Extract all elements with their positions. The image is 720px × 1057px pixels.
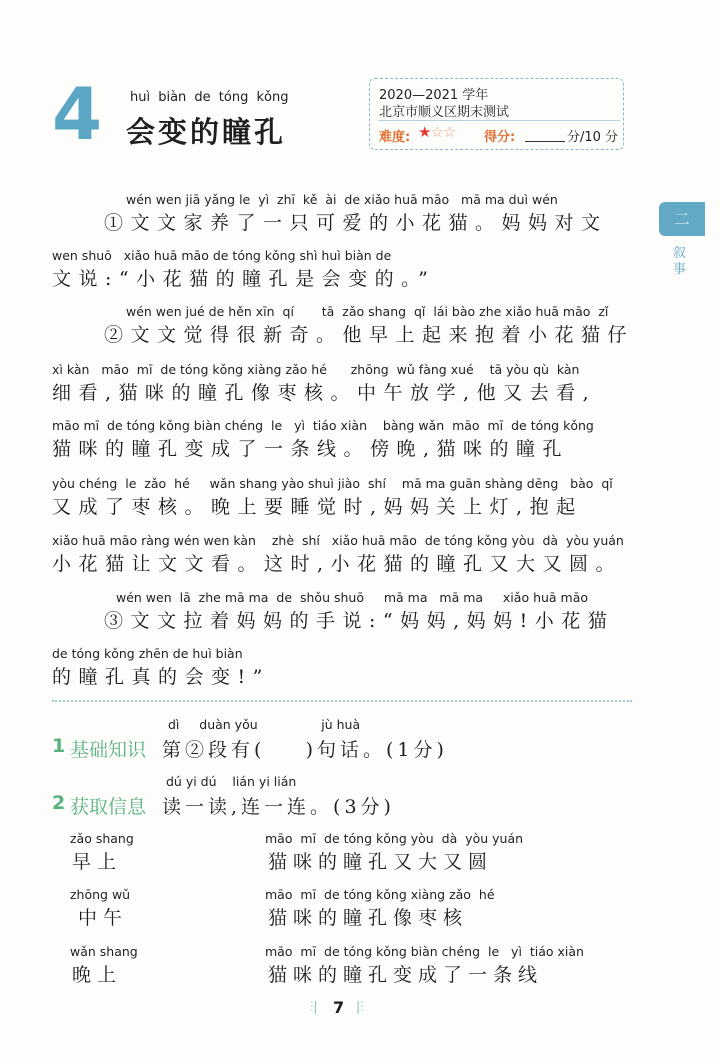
match-right-pinyin: māo mī de tóng kǒng biàn chéng le yì tiáo xiàn xyxy=(265,944,584,959)
match-left-item[interactable]: 晚上 xyxy=(72,964,123,986)
pinyin-line: yòu chéng le zǎo hé wǎn shang yào shuì jiào shí mā ma guān shàng dēng bào qǐ xyxy=(52,476,613,491)
page-ornament-left-icon: ⫶| xyxy=(310,1000,318,1015)
info-divider xyxy=(378,120,620,121)
passage-line: 又成了枣核。晚上要睡觉时,妈妈关上灯,抱起 xyxy=(52,496,583,518)
passage-line: 文说:“小花猫的瞳孔是会变的。” xyxy=(52,268,436,290)
score-label: 得分: xyxy=(484,130,516,145)
unit-label: 叙事 xyxy=(673,246,687,277)
title-pinyin: huì biàn de tóng kǒng xyxy=(130,90,289,105)
question-pinyin: dì duàn yǒu jù huà xyxy=(168,717,361,732)
page-ornament-right-icon: |⫶ xyxy=(356,1000,364,1015)
match-left-pinyin: zǎo shang xyxy=(70,831,134,846)
match-left-item[interactable]: 早上 xyxy=(72,851,123,873)
lesson-number: 4 xyxy=(52,72,103,156)
difficulty-stars xyxy=(418,123,455,141)
question-text: 读一读,连一连。(3分) xyxy=(162,796,395,818)
passage-line: 细看,猫咪的瞳孔像枣核。中午放学,他又去看, xyxy=(52,382,597,404)
passage-line: 小花猫让文文看。这时,小花猫的瞳孔又大又圆。 xyxy=(52,553,623,575)
passage-line: 猫咪的瞳孔变成了一条线。傍晚,猫咪的瞳孔 xyxy=(52,438,570,460)
passage-line: ③文文拉着妈妈的手说:“妈妈,妈妈!小花猫 xyxy=(104,610,615,632)
pinyin-line: de tóng kǒng zhēn de huì biàn xyxy=(52,646,243,661)
star-empty-icon: ☆ xyxy=(442,123,456,141)
pinyin-line: wén wen jué de hěn xīn qí tā zǎo shang qǐ lái bào zhe xiǎo huā māo zǐ xyxy=(126,304,609,319)
lesson-title: 会变的瞳孔 xyxy=(126,115,287,149)
match-left-pinyin: wǎn shang xyxy=(70,944,138,959)
question-number: 2 xyxy=(52,792,66,814)
question-pinyin: dú yi dú lián yi lián xyxy=(166,774,297,789)
match-left-item[interactable]: 中午 xyxy=(78,907,129,929)
difficulty-label: 难度: xyxy=(379,130,411,145)
match-left-pinyin: zhōng wǔ xyxy=(70,887,131,902)
question-number: 1 xyxy=(52,735,66,757)
score-total: 分/10 分 xyxy=(567,130,619,145)
passage-line: ①文文家养了一只可爱的小花猫。妈妈对文 xyxy=(104,212,608,234)
question-tag: 获取信息 xyxy=(70,796,147,818)
pinyin-line: māo mī de tóng kǒng biàn chéng le yì tiáo xiàn bàng wǎn māo mī de tóng kǒng xyxy=(52,418,594,433)
pinyin-line: wén wen lā zhe mā ma de shǒu shuō mā ma mā ma xiǎo huā māo xyxy=(116,590,589,605)
page-number: 7 xyxy=(333,998,345,1017)
star-filled-icon: ★ xyxy=(418,123,431,141)
school-year: 2020—2021 学年 xyxy=(379,88,489,103)
test-source: 北京市顺义区期末测试 xyxy=(379,105,510,120)
match-right-pinyin: māo mī de tóng kǒng yòu dà yòu yuán xyxy=(265,831,524,846)
pinyin-line: xiǎo huā māo ràng wén wen kàn zhè shí xiǎo huā māo de tóng kǒng yòu dà yòu yuán xyxy=(52,533,624,548)
score-blank[interactable] xyxy=(525,141,565,142)
passage-line: ②文文觉得很新奇。他早上起来抱着小花猫仔 xyxy=(104,324,635,346)
match-right-item[interactable]: 猫咪的瞳孔又大又圆 xyxy=(268,851,494,873)
question-tag: 基础知识 xyxy=(70,739,147,761)
pinyin-line: wén wen jiā yǎng le yì zhī kě ài de xiǎo huā māo mā ma duì wén xyxy=(126,192,558,207)
answer-blank[interactable] xyxy=(264,738,310,760)
match-right-item[interactable]: 猫咪的瞳孔像枣核 xyxy=(268,907,469,929)
star-empty-icon: ☆ xyxy=(430,123,443,141)
match-right-item[interactable]: 猫咪的瞳孔变成了一条线 xyxy=(268,964,544,986)
pinyin-line: xì kàn māo mī de tóng kǒng xiàng zǎo hé zhōng wǔ fàng xué tā yòu qù kàn xyxy=(52,362,580,377)
section-divider xyxy=(52,700,632,702)
question-text: 第②段有( )句话。(1分) xyxy=(162,739,448,761)
pinyin-line: wen shuō xiǎo huā māo de tóng kǒng shì huì biàn de xyxy=(52,248,392,263)
passage-line: 的瞳孔真的会变!” xyxy=(52,666,270,688)
unit-tab[interactable]: 二 xyxy=(659,202,705,236)
match-right-pinyin: māo mī de tóng kǒng xiàng zǎo hé xyxy=(265,887,495,902)
